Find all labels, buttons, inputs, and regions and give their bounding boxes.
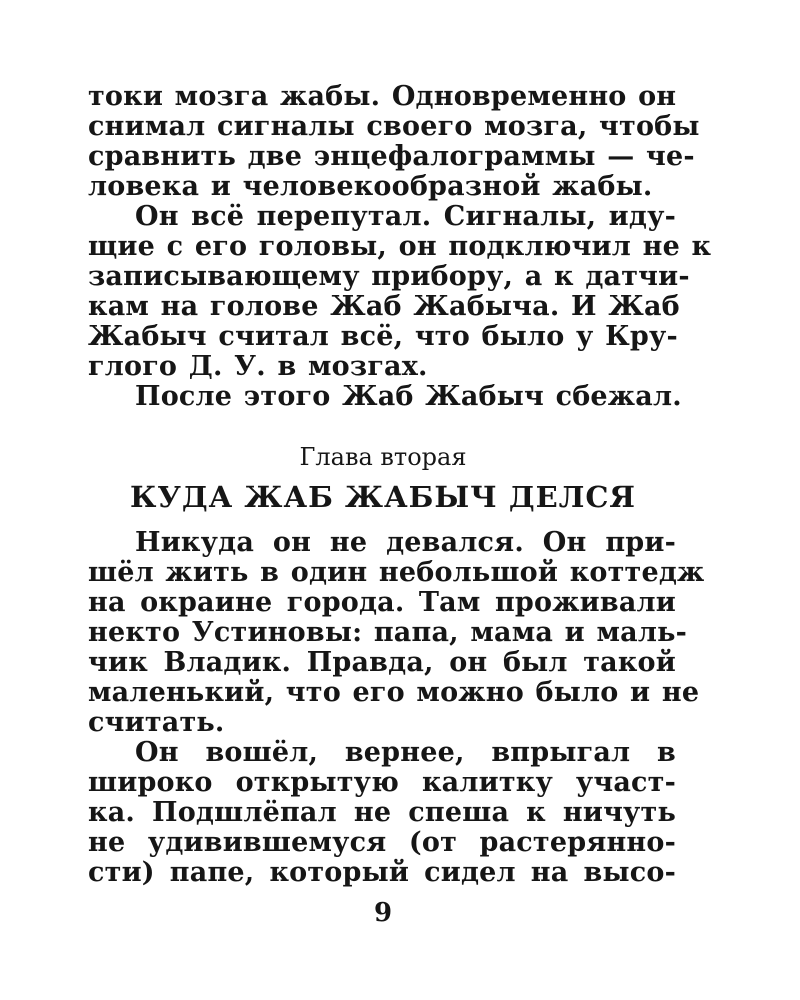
text-line: некто Устиновы: папа, мама и маль-: [88, 617, 688, 648]
text-line: чик Владик. Правда, он был такой: [88, 647, 676, 678]
text-line: не удивившемуся (от растерянно-: [88, 827, 676, 858]
text-line: щие с его головы, он подключил не к: [88, 231, 712, 262]
text-line: на окраине города. Там проживали: [88, 587, 676, 618]
text-line: Он вошёл, вернее, впрыгал в: [135, 737, 676, 768]
text-line: шёл жить в один небольшой коттедж: [88, 557, 705, 588]
text-line: глого Д. У. в мозгах.: [88, 351, 428, 382]
text-line: Никуда он не девался. Он при-: [135, 527, 676, 558]
chapter-title: КУДА ЖАБ ЖАБЫЧ ДЕЛСЯ: [129, 480, 637, 514]
text-line: записывающему прибору, а к датчи-: [88, 261, 690, 292]
text-line: После этого Жаб Жабыч сбежал.: [135, 381, 682, 412]
text-line: токи мозга жабы. Одновременно он: [88, 81, 677, 112]
text-line: сравнить две энцефалограммы — че-: [88, 141, 695, 172]
text-line: сти) папе, который сидел на высо-: [88, 857, 676, 888]
text-line: широко открытую калитку участ-: [88, 767, 676, 798]
text-line: маленький, что его можно было и не: [88, 677, 700, 708]
text-line: кам на голове Жаб Жабыча. И Жаб: [88, 291, 680, 322]
text-line: ка. Подшлёпал не спеша к ничуть: [88, 797, 676, 828]
text-line: Жабыч считал всё, что было у Кру-: [88, 321, 678, 352]
text-line: снимал сигналы своего мозга, чтобы: [88, 111, 700, 142]
chapter-label: Глава вторая: [299, 443, 467, 471]
text-line: считать.: [88, 707, 225, 738]
text-line: Он всё перепутал. Сигналы, иду-: [135, 201, 676, 232]
page-number: 9: [373, 898, 393, 928]
text-line: ловека и человекообразной жабы.: [88, 171, 653, 202]
